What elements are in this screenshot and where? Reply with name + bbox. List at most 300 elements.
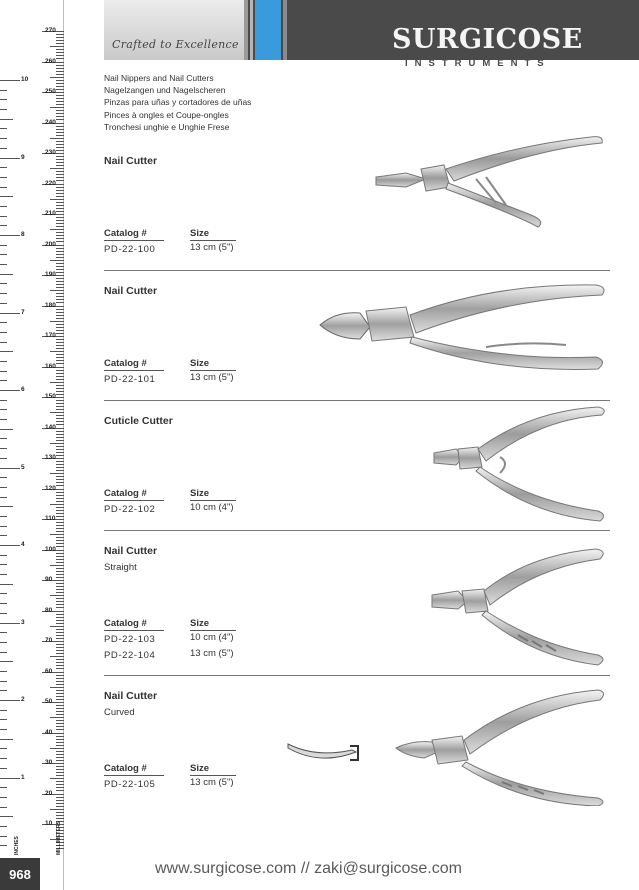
intro-line-en: Nail Nippers and Nail Cutters [104, 73, 214, 83]
mm-tick [56, 711, 64, 712]
mm-tick [56, 357, 64, 358]
mm-tick [56, 180, 64, 181]
catalog-header: Catalog # [104, 763, 147, 774]
mm-tick [50, 229, 64, 230]
mm-label: 270 [45, 27, 56, 34]
product-separator [104, 530, 610, 531]
inch-tick [0, 99, 7, 100]
mm-tick [56, 187, 64, 188]
mm-tick [56, 241, 64, 242]
mm-tick [56, 208, 64, 209]
mm-tick [56, 781, 64, 782]
mm-tick [56, 251, 64, 252]
mm-label: 120 [45, 484, 56, 492]
inch-tick [0, 845, 7, 846]
inch-tick [0, 119, 13, 120]
inch-tick [0, 274, 13, 275]
inch-tick [0, 332, 7, 333]
mm-tick [56, 391, 64, 392]
mm-tick [50, 351, 64, 352]
mm-label: 110 [45, 515, 56, 522]
mm-label: 250 [45, 88, 56, 95]
mm-tick [50, 260, 64, 261]
mm-tick [56, 635, 64, 636]
inch-tick [0, 526, 7, 527]
inch-tick [0, 351, 13, 352]
inch-tick [0, 729, 7, 730]
mm-tick [56, 495, 64, 496]
mm-tick [56, 162, 64, 163]
size-header-underline [190, 775, 236, 776]
mm-tick [56, 269, 64, 270]
product-name: Nail Cutter [104, 690, 158, 702]
intro-text [104, 72, 251, 133]
product-pd-22-101 [104, 285, 610, 405]
inch-tick [0, 400, 7, 401]
mm-tick [56, 769, 64, 770]
mm-label: 240 [45, 118, 56, 126]
mm-tick [56, 662, 64, 663]
mm-tick [56, 293, 64, 294]
size-value: 13 cm (5") [190, 242, 234, 253]
inch-tick [0, 167, 7, 168]
inch-tick [0, 409, 7, 410]
mm-tick [56, 318, 64, 319]
mm-tick [50, 107, 64, 108]
mm-label: 60 [45, 667, 53, 675]
mm-tick [50, 748, 64, 749]
mm-tick [56, 751, 64, 752]
inch-tick [0, 748, 7, 749]
mm-tick [56, 388, 64, 389]
inch-tick [0, 661, 13, 662]
mm-tick [56, 601, 64, 602]
inch-tick [0, 254, 7, 255]
product-separator [104, 270, 610, 271]
mm-tick [56, 479, 64, 480]
mm-tick [56, 330, 64, 331]
mm-label: 190 [45, 271, 56, 278]
mm-label: 10 [45, 820, 53, 827]
mm-tick [56, 665, 64, 666]
mm-tick [56, 309, 64, 310]
mm-tick [56, 116, 64, 117]
mm-tick [56, 678, 64, 679]
inch-tick [0, 671, 7, 672]
mm-tick [56, 34, 64, 35]
mm-tick [56, 434, 64, 435]
mm-tick [50, 382, 64, 383]
catalog-number: PD-22-103 [104, 634, 156, 645]
mm-tick [56, 632, 64, 633]
brand-logo: SURGICOSE [392, 24, 583, 55]
inch-tick [0, 245, 7, 246]
inch-tick [0, 545, 20, 546]
mm-tick [56, 675, 64, 676]
inch-tick [0, 739, 13, 740]
mm-tick [50, 46, 64, 47]
mm-tick [50, 443, 64, 444]
mm-tick [56, 211, 64, 212]
mm-tick [56, 333, 64, 334]
nail-cutter-image [366, 135, 610, 245]
mm-tick [56, 37, 64, 38]
mm-tick [56, 287, 64, 288]
mm-tick [56, 174, 64, 175]
mm-tick [56, 263, 64, 264]
mm-label: 130 [45, 454, 56, 461]
mm-tick [56, 129, 64, 130]
mm-tick [56, 324, 64, 325]
mm-tick [56, 638, 64, 639]
mm-tick [56, 754, 64, 755]
mm-tick [56, 668, 64, 669]
mm-tick [56, 254, 64, 255]
mm-tick [56, 803, 64, 804]
mm-tick [50, 168, 64, 169]
mm-tick [56, 135, 64, 136]
inch-tick [0, 264, 7, 265]
inch-tick [0, 497, 7, 498]
mm-tick [50, 565, 64, 566]
mm-tick [56, 217, 64, 218]
inch-tick [0, 836, 7, 837]
mm-tick [56, 522, 64, 523]
mm-tick [50, 778, 64, 779]
mm-tick [56, 302, 64, 303]
mm-tick [56, 757, 64, 758]
mm-tick [56, 455, 64, 456]
inch-tick [0, 642, 7, 643]
inch-tick [0, 826, 7, 827]
inch-tick [0, 80, 20, 81]
inch-tick [0, 652, 7, 653]
mm-tick [56, 400, 64, 401]
catalog-header-underline [104, 500, 164, 501]
size-header: Size [190, 228, 210, 239]
mm-tick [56, 699, 64, 700]
product-name: Cuticle Cutter [104, 415, 173, 427]
mm-tick [50, 504, 64, 505]
mm-tick [56, 815, 64, 816]
inch-tick [0, 555, 7, 556]
mm-tick [56, 501, 64, 502]
size-value: 10 cm (4") [190, 632, 234, 643]
nail-cutter-straight-image [428, 545, 610, 670]
mm-tick [56, 476, 64, 477]
product-name: Nail Cutter [104, 285, 158, 297]
mm-tick [56, 510, 64, 511]
mm-tick [56, 89, 64, 90]
size-value: 10 cm (4") [190, 502, 234, 513]
product-name: Nail Cutter [104, 155, 158, 167]
mm-tick [50, 626, 64, 627]
inch-tick [0, 216, 7, 217]
catalog-number: PD-22-104 [104, 650, 156, 661]
mm-tick [56, 653, 64, 654]
inch-tick [0, 584, 13, 585]
mm-tick [56, 43, 64, 44]
brand-subtitle: INSTRUMENTS [405, 58, 551, 69]
mm-label: 260 [45, 57, 56, 65]
mm-tick [56, 498, 64, 499]
mm-tick [56, 40, 64, 41]
mm-tick [50, 199, 64, 200]
mm-tick [56, 312, 64, 313]
mm-tick [56, 299, 64, 300]
mm-tick [56, 385, 64, 386]
mm-label: 20 [45, 789, 53, 797]
mm-label: 90 [45, 576, 53, 583]
inch-tick [0, 380, 7, 381]
mm-label: 220 [45, 179, 56, 187]
inch-tick [0, 632, 7, 633]
mm-tick [56, 723, 64, 724]
mm-tick [56, 190, 64, 191]
mm-tick [56, 342, 64, 343]
mm-label: 180 [45, 301, 56, 309]
inch-tick [0, 477, 7, 478]
mm-tick [50, 595, 64, 596]
mm-tick [56, 379, 64, 380]
mm-tick [56, 403, 64, 404]
mm-tick [56, 363, 64, 364]
mm-tick [56, 617, 64, 618]
inch-tick [0, 797, 7, 798]
size-value: 13 cm (5") [190, 372, 234, 383]
inch-tick [0, 361, 7, 362]
mm-tick [56, 104, 64, 105]
inch-tick [0, 390, 20, 391]
inch-tick [0, 458, 7, 459]
inch-tick [0, 206, 7, 207]
nail-cutter-image [316, 281, 610, 381]
mm-tick [56, 705, 64, 706]
inch-tick [0, 148, 7, 149]
mm-label: 80 [45, 606, 53, 614]
size-value: 13 cm (5") [190, 777, 234, 788]
mm-label: 200 [45, 240, 56, 248]
mm-tick [56, 464, 64, 465]
mm-tick [56, 482, 64, 483]
mm-tick [56, 797, 64, 798]
mm-tick [56, 418, 64, 419]
mm-tick [56, 784, 64, 785]
size-header: Size [190, 763, 210, 774]
inch-tick [0, 293, 7, 294]
size-header: Size [190, 618, 210, 629]
inch-tick [0, 535, 7, 536]
mm-tick [56, 147, 64, 148]
mm-tick [56, 574, 64, 575]
catalog-header: Catalog # [104, 618, 147, 629]
mm-label: 160 [45, 362, 56, 370]
inch-label: 1 [21, 773, 25, 781]
product-name: Nail Cutter [104, 545, 158, 557]
mm-tick [56, 525, 64, 526]
mm-label: 140 [45, 423, 56, 431]
intro-line-it: Tronchesi unghie e Unghie Frese [104, 121, 230, 132]
inch-tick [0, 158, 20, 159]
mm-tick [56, 589, 64, 590]
mm-tick [56, 409, 64, 410]
mm-tick [56, 232, 64, 233]
mm-tick [56, 238, 64, 239]
mm-tick [56, 421, 64, 422]
inch-tick [0, 506, 13, 507]
mm-tick [56, 83, 64, 84]
mm-tick [56, 52, 64, 53]
intro-line-es: Pinzas para uñas y cortadores de uñas [104, 97, 252, 108]
mm-tick [56, 546, 64, 547]
mm-tick [56, 540, 64, 541]
mm-tick [56, 223, 64, 224]
inch-tick [0, 342, 7, 343]
mm-tick [56, 620, 64, 621]
inch-tick [0, 564, 7, 565]
mm-tick [56, 568, 64, 569]
mm-label: 230 [45, 149, 56, 156]
mm-tick [56, 406, 64, 407]
inch-tick [0, 719, 7, 720]
mm-label: 50 [45, 698, 53, 705]
mm-tick [56, 339, 64, 340]
mm-tick [56, 165, 64, 166]
product-variant: Straight [104, 562, 137, 573]
mm-label: 210 [45, 210, 56, 217]
catalog-header: Catalog # [104, 358, 147, 369]
catalog-header: Catalog # [104, 488, 147, 499]
inch-tick [0, 138, 7, 139]
mm-tick [56, 327, 64, 328]
catalog-number: PD-22-102 [104, 504, 156, 515]
size-header-underline [190, 240, 236, 241]
mm-tick [56, 68, 64, 69]
mm-tick [56, 528, 64, 529]
mm-tick [56, 132, 64, 133]
mm-tick [56, 577, 64, 578]
mm-tick [56, 659, 64, 660]
mm-tick [56, 772, 64, 773]
mm-tick [56, 562, 64, 563]
mm-tick [56, 196, 64, 197]
mm-tick [56, 437, 64, 438]
mm-tick [56, 513, 64, 514]
intro-line-de: Nagelzangen und Nagelscheren [104, 85, 226, 96]
mm-tick [50, 809, 64, 810]
mm-tick [56, 775, 64, 776]
mm-tick [56, 614, 64, 615]
inch-tick [0, 623, 20, 624]
mm-tick [56, 467, 64, 468]
mm-tick [56, 80, 64, 81]
inch-tick [0, 187, 7, 188]
mm-tick [56, 553, 64, 554]
inch-tick [0, 516, 7, 517]
nail-cutter-curved-image [392, 686, 610, 806]
mm-tick [50, 717, 64, 718]
mm-tick [56, 376, 64, 377]
inch-tick [0, 681, 7, 682]
mm-tick [56, 623, 64, 624]
inch-tick [0, 787, 7, 788]
inch-tick [0, 128, 7, 129]
mm-tick [56, 485, 64, 486]
mm-tick [56, 449, 64, 450]
mm-tick [56, 690, 64, 691]
mm-tick [56, 284, 64, 285]
mm-tick [56, 598, 64, 599]
catalog-header: Catalog # [104, 228, 147, 239]
mm-tick [56, 729, 64, 730]
mm-tick [56, 119, 64, 120]
mm-tick [56, 818, 64, 819]
mm-tick [56, 644, 64, 645]
mm-tick [56, 348, 64, 349]
inch-tick [0, 177, 7, 178]
mm-tick [56, 278, 64, 279]
mm-tick [56, 370, 64, 371]
mm-tick [50, 534, 64, 535]
inch-tick [0, 700, 20, 701]
mm-tick [50, 321, 64, 322]
inch-tick [0, 593, 7, 594]
inch-tick [0, 468, 20, 469]
mm-tick [56, 110, 64, 111]
mm-tick [56, 345, 64, 346]
catalog-number: PD-22-101 [104, 374, 156, 385]
inch-tick [0, 690, 7, 691]
mm-tick [56, 55, 64, 56]
mm-tick [56, 248, 64, 249]
mm-tick [56, 126, 64, 127]
inch-tick [0, 90, 7, 91]
inch-label: 10 [21, 76, 29, 83]
inch-tick [0, 603, 7, 604]
mm-tick [56, 74, 64, 75]
mm-tick [50, 656, 64, 657]
mm-tick [56, 708, 64, 709]
mm-tick [56, 220, 64, 221]
inch-tick [0, 807, 7, 808]
catalog-number: PD-22-100 [104, 244, 156, 255]
mm-tick [56, 101, 64, 102]
size-header: Size [190, 358, 210, 369]
mm-tick [56, 736, 64, 737]
mm-tick [56, 543, 64, 544]
size-header-underline [190, 500, 236, 501]
inch-tick [0, 313, 20, 314]
mm-tick [56, 415, 64, 416]
product-pd-22-103-104 [104, 545, 610, 680]
inch-tick [0, 196, 13, 197]
mm-label: 100 [45, 545, 56, 553]
mm-tick [56, 272, 64, 273]
inch-tick [0, 574, 7, 575]
mm-tick [56, 760, 64, 761]
mm-tick [56, 98, 64, 99]
inch-tick [0, 487, 7, 488]
mm-tick [56, 556, 64, 557]
mm-tick [56, 681, 64, 682]
inch-tick [0, 303, 7, 304]
inch-tick [0, 235, 20, 236]
mm-tick [56, 583, 64, 584]
mm-tick [56, 394, 64, 395]
inch-label: 2 [21, 696, 25, 703]
inch-tick [0, 816, 13, 817]
mm-tick [56, 150, 64, 151]
